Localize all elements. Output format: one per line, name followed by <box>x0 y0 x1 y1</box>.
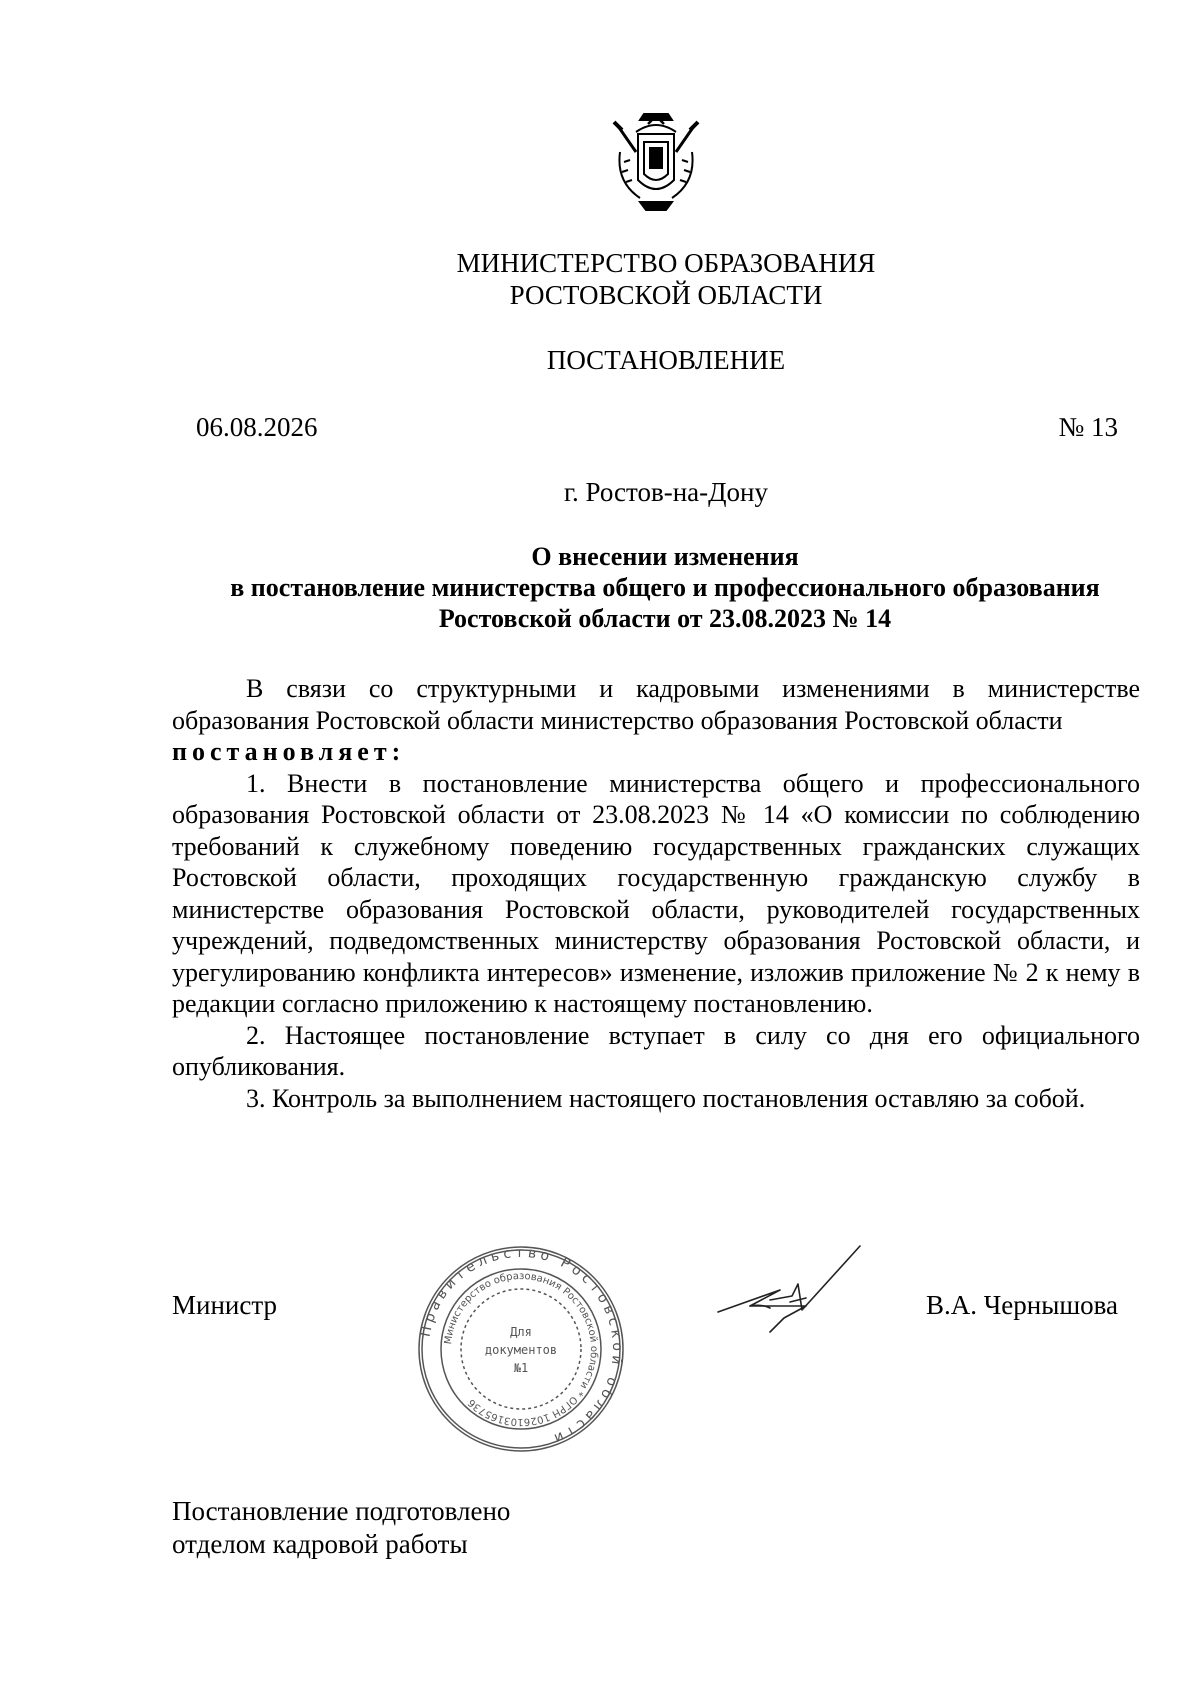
item-1-paragraph: 1. Внести в постановление министерства общего и профессионального образования Ростовской области от 23.08.2023 № 14 «О комиссии по соблюдению требований к служебному поведению государственных гражданских служащих Ростовской области, проходящих государственную гражданскую службу в министерстве образования Ростовской области, руководителей государственных учреждений, подведомственных министерству образования Ростовской области, и урегулированию конфликта интересов» изменение, изложив приложение № 2 к нему в редакции согласно приложению к настоящему постановлению. <box>172 768 1140 1018</box>
title-line1: О внесении изменения <box>531 542 799 571</box>
title-line2: в постановление министерства общего и профессионального образования <box>230 573 1100 602</box>
prepared-by-line2: отделом кадровой работы <box>172 1529 468 1559</box>
prepared-by-note <box>172 1495 510 1561</box>
item-2-paragraph: 2. Настоящее постановление вступает в силу со дня его официального опубликования. <box>172 1020 1140 1081</box>
item-3-paragraph: 3. Контроль за выполнением настоящего постановления оставляю за собой. <box>246 1083 1086 1113</box>
stamp-center-line3: №1 <box>513 1361 529 1375</box>
document-city: г. Ростов-на-Дону <box>563 477 768 507</box>
coat-of-arms-icon <box>610 112 702 212</box>
stamp-center-line2: документов <box>484 1343 558 1357</box>
stamp-outer-text: Правительство Ростовской области <box>417 1244 626 1448</box>
prepared-by-line1: Постановление подготовлено <box>172 1496 511 1526</box>
handwritten-signature <box>710 1240 880 1350</box>
ministry-name-line2: РОСТОВСКОЙ ОБЛАСТИ <box>509 280 823 310</box>
document-type: ПОСТАНОВЛЕНИЕ <box>546 345 786 375</box>
document-date: 06.08.2026 <box>196 412 318 442</box>
signer-name: В.А. Чернышова <box>925 1290 1118 1320</box>
stamp-center-line1: Для <box>510 1325 532 1339</box>
document-body <box>172 673 1140 1114</box>
document-title <box>170 541 1160 634</box>
document-number: № 13 <box>1058 412 1118 442</box>
signer-position: Министр <box>172 1290 277 1320</box>
title-line3: Ростовской области от 23.08.2023 № 14 <box>438 604 892 633</box>
official-seal-stamp <box>416 1244 626 1454</box>
ministry-name-line1: МИНИСТЕРСТВО ОБРАЗОВАНИЯ <box>456 248 876 278</box>
decree-word: постановляет: <box>172 737 406 766</box>
preamble-paragraph: В связи со структурными и кадровыми изменениями в министерстве образования Ростовской области министерство образования Ростовской области <box>172 674 1140 735</box>
issuing-ministry <box>0 247 1200 311</box>
stamp-ring-text: Министерство образования Ростовской области * ОГРН 1026103165736 <box>443 1270 600 1428</box>
